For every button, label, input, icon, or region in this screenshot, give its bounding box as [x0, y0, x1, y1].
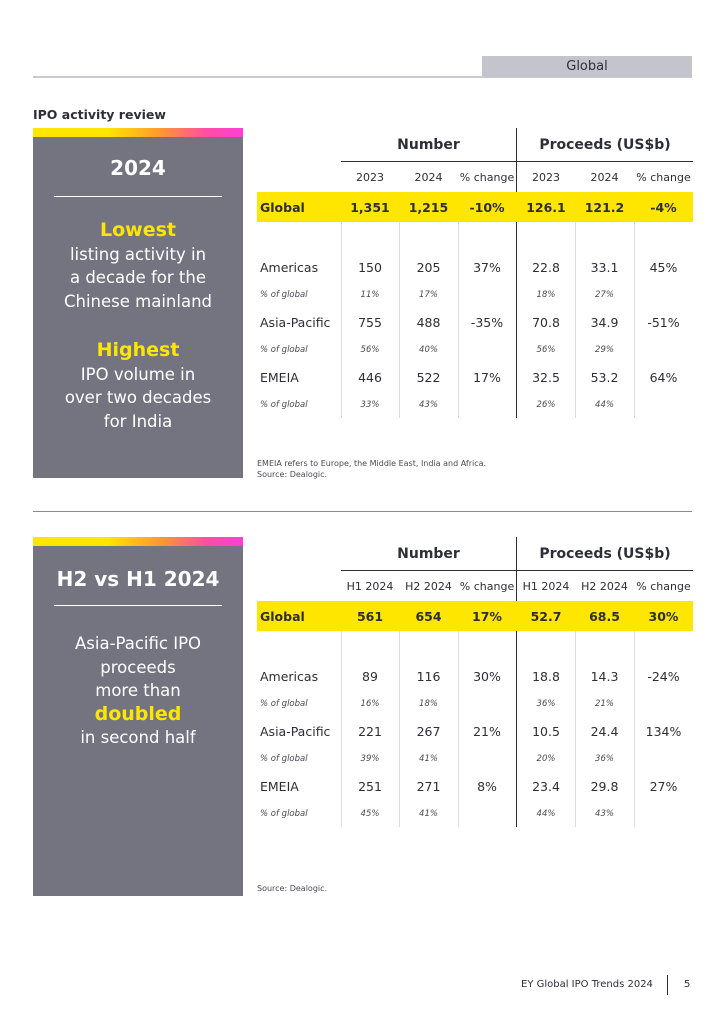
row-label: Global [260, 608, 305, 624]
cell: 37% [473, 259, 501, 275]
cell: 14.3 [590, 668, 619, 684]
cell: 52.7 [530, 608, 562, 624]
cell: 22.8 [532, 259, 560, 275]
cell: 17% [472, 608, 502, 624]
section-divider [33, 511, 692, 512]
cell: 53.2 [590, 369, 619, 385]
table-note [257, 459, 486, 480]
ipo-table-h1-h2 [257, 537, 693, 827]
cell: 17% [419, 290, 438, 300]
col-header: % change [636, 170, 691, 184]
cell: 16% [360, 699, 380, 709]
cell: 271 [416, 778, 441, 794]
cell: 70.8 [532, 314, 560, 330]
panel-line: a decade for the [69, 268, 207, 287]
cell: 44% [536, 809, 556, 819]
cell: 39% [360, 754, 380, 764]
gradient-bar [33, 537, 243, 546]
panel-line: Chinese mainland [63, 291, 213, 311]
cell: 89 [362, 668, 378, 684]
note-emeia: EMEIA refers to Europe, the Middle East, India and Africa. [257, 459, 487, 468]
share-row [257, 394, 693, 416]
share-label: % of global [260, 699, 308, 709]
column-header-row [257, 164, 693, 190]
cell: 221 [358, 723, 382, 739]
header-proceeds: Proceeds (US$b) [539, 137, 671, 153]
highlight-highest: Highest [96, 339, 180, 361]
panel-line: Asia-Pacific IPO [74, 634, 202, 653]
panel-line: IPO volume in [80, 364, 196, 384]
cell: 121.2 [584, 199, 625, 215]
cell: -51% [647, 314, 680, 330]
panel-line: listing activity in [69, 244, 207, 264]
share-label: % of global [260, 809, 308, 819]
share-row [257, 803, 693, 825]
panel-text-block [33, 632, 243, 750]
cell: -24% [647, 668, 680, 684]
cell: 27% [595, 290, 614, 300]
col-header: H1 2024 [522, 579, 570, 593]
row-label: Asia-Pacific [260, 314, 331, 330]
header-number: Number [397, 546, 460, 562]
panel-line: over two decades [64, 388, 212, 407]
cell: 134% [645, 723, 682, 739]
cell: 36% [595, 754, 614, 764]
note-source: Source: Dealogic. [257, 884, 328, 893]
col-header: % change [459, 170, 515, 184]
cell: 40% [419, 345, 438, 355]
row-label: EMEIA [260, 778, 299, 794]
cell: 26% [536, 400, 556, 410]
share-row [257, 284, 693, 306]
table-row [257, 252, 693, 282]
cell: 64% [649, 369, 678, 385]
cell: 1,351 [350, 199, 390, 215]
cell: -35% [470, 314, 504, 330]
cell: 30% [648, 608, 679, 624]
cell: 21% [595, 699, 614, 709]
col-header: 2024 [590, 170, 619, 184]
footer-divider [667, 975, 668, 995]
panel-text-block-2 [33, 339, 243, 433]
cell: 43% [595, 809, 614, 819]
col-header: H1 2024 [346, 579, 394, 593]
row-label: EMEIA [260, 369, 299, 385]
cell: 33% [360, 400, 380, 410]
panel-line: for India [103, 411, 173, 431]
cell: 150 [358, 259, 382, 275]
cell: 45% [649, 259, 678, 275]
col-header: 2023 [532, 170, 560, 184]
table-row [257, 661, 693, 691]
cell: -10% [469, 199, 505, 215]
panel-line: more than [95, 681, 181, 700]
cell: 21% [473, 723, 501, 739]
table-row [257, 771, 693, 801]
cell: 41% [419, 809, 438, 819]
row-label: Americas [260, 668, 319, 684]
table-row [257, 716, 693, 746]
panel-text-block-1 [33, 219, 243, 313]
cell: 18% [419, 699, 438, 709]
cell: 522 [416, 369, 441, 385]
cell: 43% [419, 400, 438, 410]
header-proceeds: Proceeds (US$b) [539, 546, 671, 562]
table-row [257, 362, 693, 392]
panel-divider [54, 196, 222, 197]
cell: 561 [356, 608, 384, 624]
cell: 45% [360, 809, 380, 819]
cell: 24.4 [590, 723, 619, 739]
cell: 18.8 [532, 668, 560, 684]
share-label: % of global [260, 290, 308, 300]
cell: 41% [419, 754, 438, 764]
gradient-bar [33, 128, 243, 137]
cell: 23.4 [532, 778, 560, 794]
header-number: Number [397, 137, 460, 153]
share-row [257, 693, 693, 715]
cell: -4% [650, 199, 677, 215]
share-row [257, 748, 693, 770]
share-label: % of global [260, 400, 308, 410]
section-title: IPO activity review [33, 107, 166, 122]
share-row [257, 339, 693, 361]
column-header-row [257, 573, 693, 599]
header-rule [341, 570, 693, 571]
ipo-table-2024 [257, 128, 693, 418]
header-rule [341, 161, 693, 162]
panel-line: proceeds [100, 657, 176, 677]
cell: 27% [649, 778, 678, 794]
cell: 10.5 [532, 723, 560, 739]
col-header: H2 2024 [581, 579, 628, 593]
cell: 29.8 [590, 778, 619, 794]
cell: 68.5 [589, 608, 620, 624]
cell: 488 [416, 314, 441, 330]
cell: 34.9 [590, 314, 619, 330]
table-note [257, 884, 327, 895]
summary-panel-h2-vs-h1 [33, 537, 243, 896]
region-tab: Global [482, 56, 692, 77]
cell: 11% [360, 290, 380, 300]
cell: 126.1 [526, 199, 566, 215]
col-header: 2024 [414, 170, 443, 184]
col-header: 2023 [356, 170, 384, 184]
footer-doc-title: EY Global IPO Trends 2024 [521, 979, 653, 990]
panel-line: in second half [80, 728, 196, 747]
cell: 446 [358, 369, 382, 385]
row-label: Americas [260, 259, 319, 275]
cell: 56% [536, 345, 556, 355]
cell: 32.5 [532, 369, 560, 385]
panel-title: H2 vs H1 2024 [56, 567, 220, 591]
global-row [257, 192, 693, 222]
highlight-lowest: Lowest [100, 219, 176, 241]
cell: 56% [360, 345, 380, 355]
table-row [257, 307, 693, 337]
cell: 44% [595, 400, 614, 410]
cell: 1,215 [408, 199, 449, 215]
cell: 18% [536, 290, 556, 300]
col-header: H2 2024 [405, 579, 452, 593]
page-number: 5 [684, 979, 691, 990]
col-header: % change [636, 579, 691, 593]
cell: 20% [536, 754, 556, 764]
cell: 251 [358, 778, 382, 794]
cell: 17% [473, 369, 501, 385]
col-header: % change [459, 579, 515, 593]
cell: 29% [595, 345, 614, 355]
row-label: Asia-Pacific [260, 723, 331, 739]
share-label: % of global [260, 754, 308, 764]
panel-divider [54, 605, 222, 606]
cell: 116 [416, 668, 441, 684]
cell: 8% [477, 778, 497, 794]
cell: 30% [473, 668, 501, 684]
note-source: Source: Dealogic. [257, 469, 328, 479]
highlight-doubled: doubled [94, 702, 182, 725]
cell: 267 [416, 723, 441, 739]
cell: 36% [536, 699, 556, 709]
row-label: Global [260, 199, 305, 215]
cell: 654 [415, 608, 442, 624]
cell: 33.1 [590, 259, 619, 275]
global-row [257, 601, 693, 631]
cell: 205 [416, 259, 441, 275]
cell: 755 [358, 314, 382, 330]
panel-title: 2024 [110, 156, 166, 180]
share-label: % of global [260, 345, 308, 355]
summary-panel-2024 [33, 128, 243, 478]
